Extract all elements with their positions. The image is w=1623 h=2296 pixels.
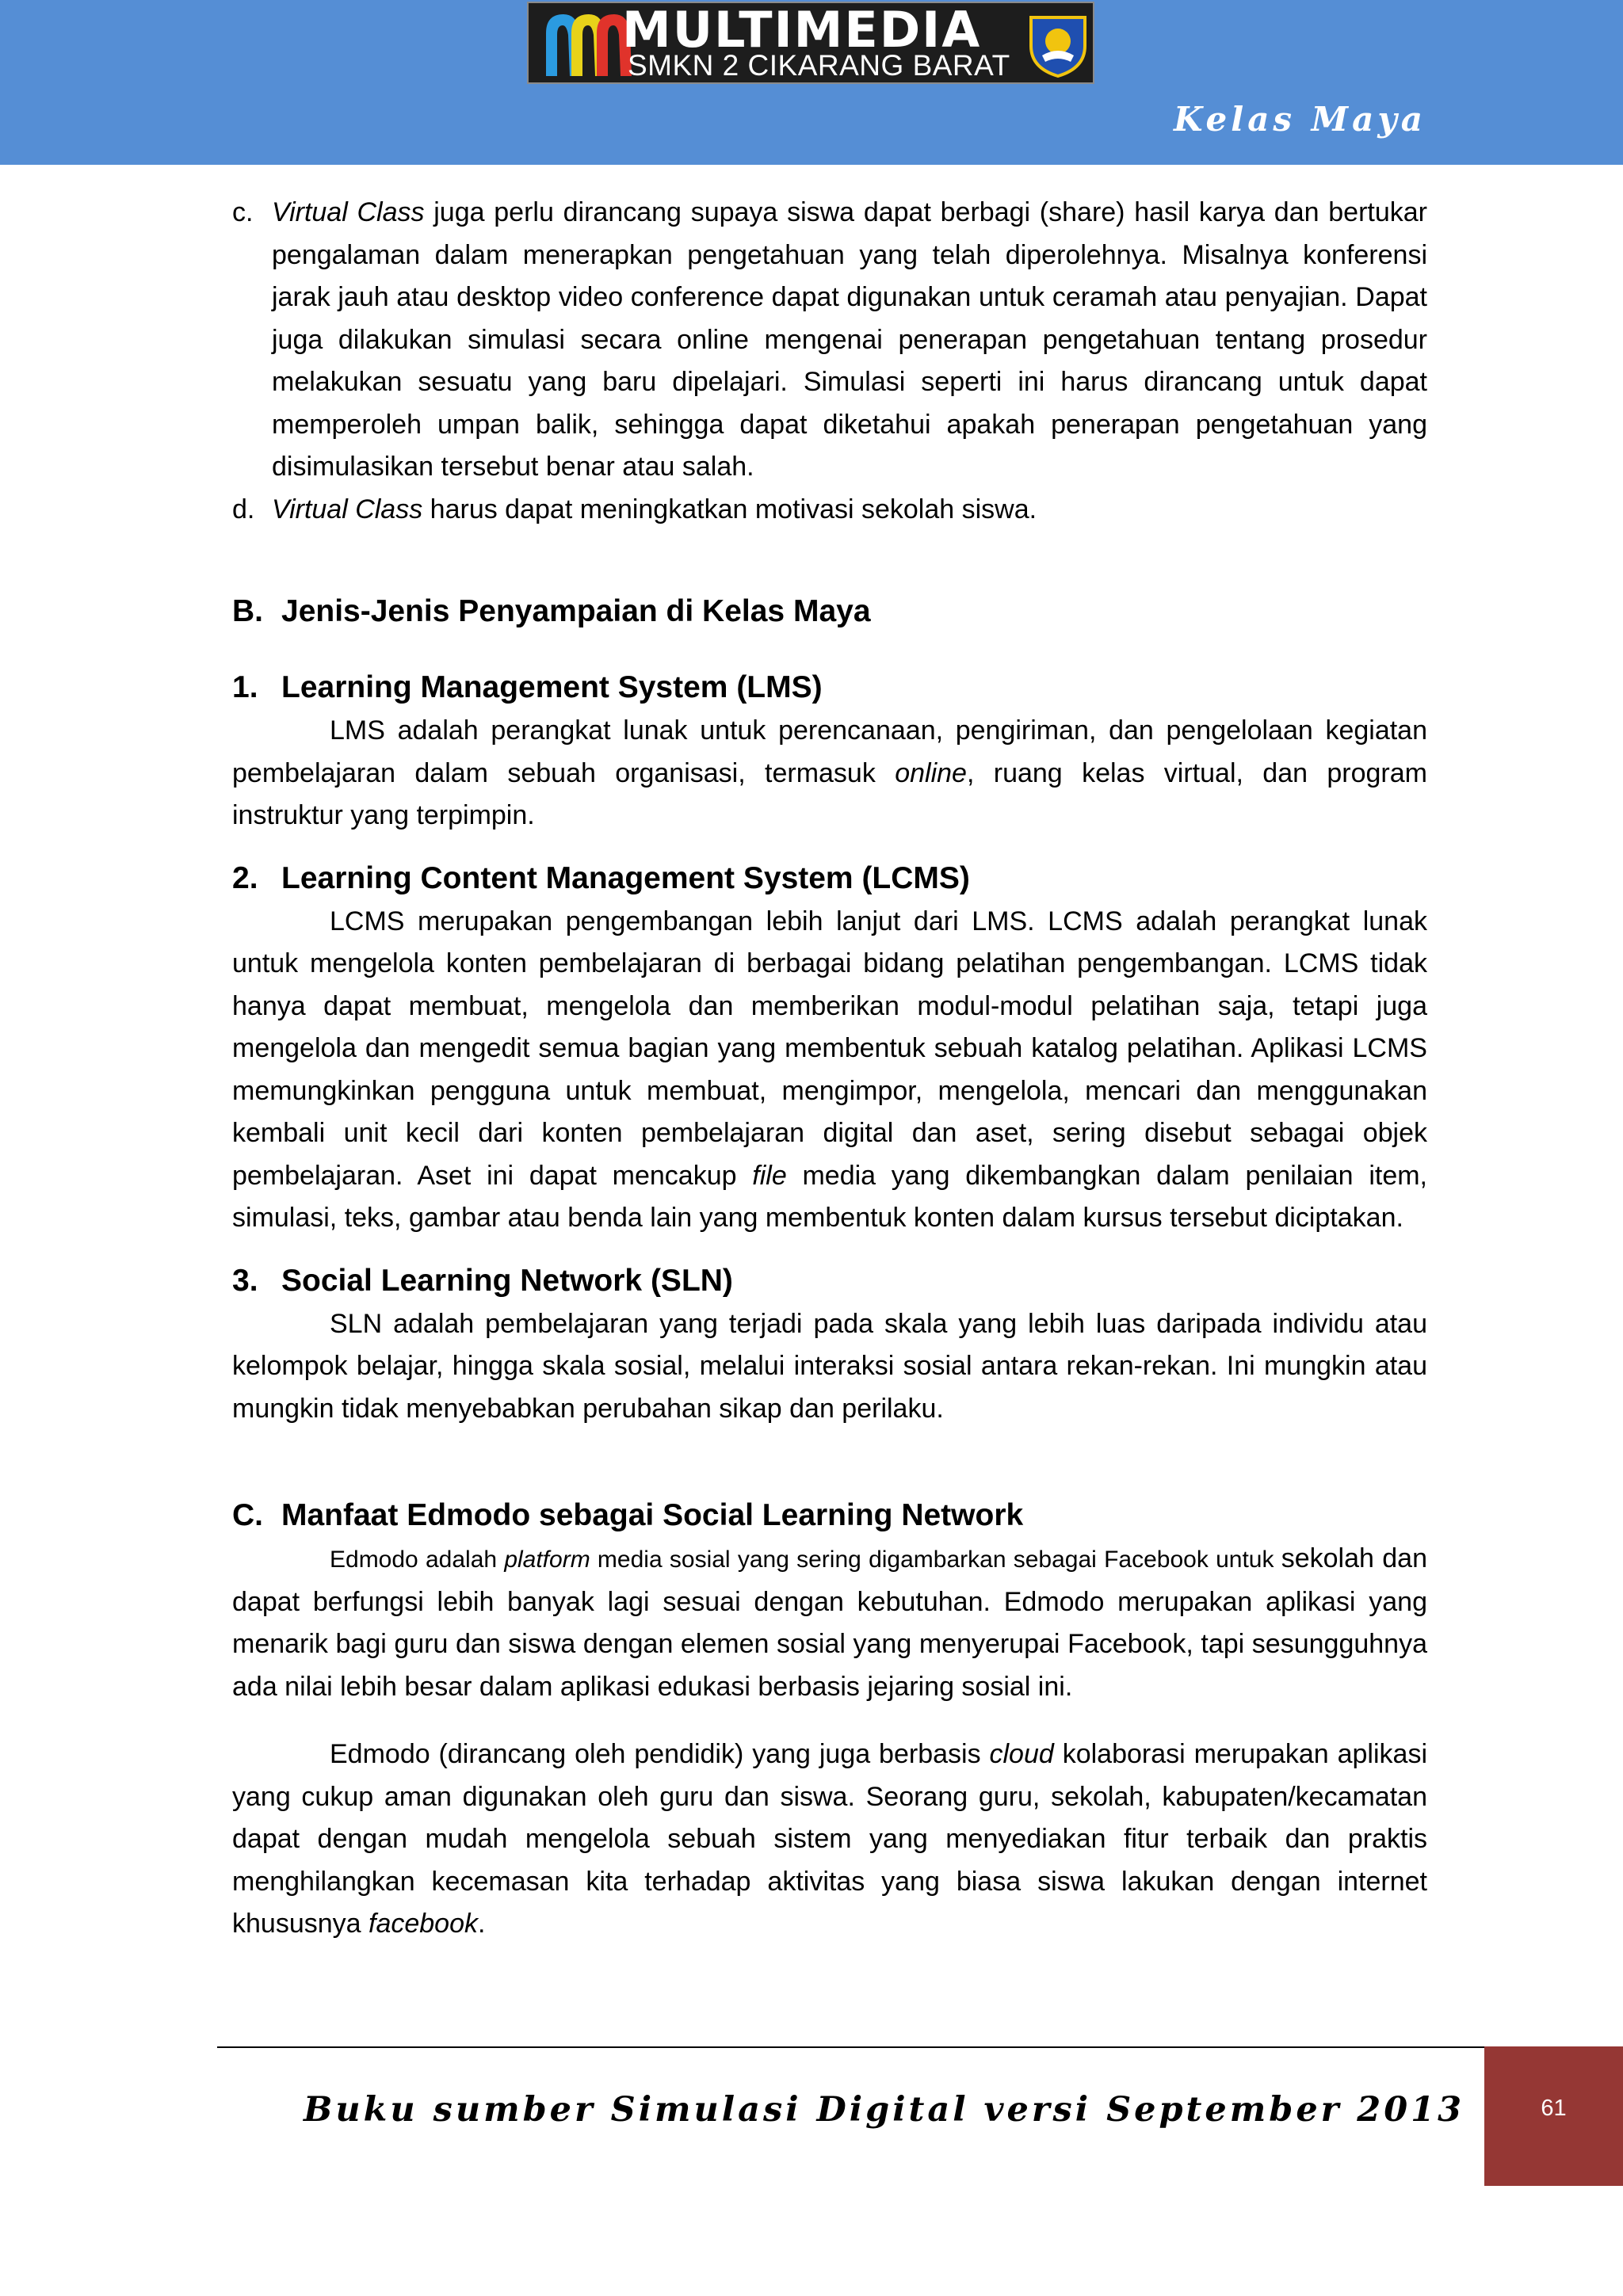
section-heading-c [232,1493,1427,1538]
page-number: 61 [1541,2096,1567,2121]
paragraph-lms: LMS adalah perangkat lunak untuk perencanaan, pengiriman, dan pengelolaan kegiatan pembelajaran dalam sebuah organisasi, termasuk online, ruang kelas virtual, dan program instruktur yang terpimpin. [232,715,1427,830]
list-item-text: juga perlu dirancang supaya siswa dapat berbagi (share) hasil karya dan bertukar pengalaman dalam menerapkan pengetahuan yang telah diperolehnya. Misalnya konferensi jarak jauh atau desktop video conference dapat digunakan untuk ceramah atau penyajian. Dapat juga dilakukan simulasi secara online mengenai penerapan pengetahuan tentang prosedur melakukan sesuatu yang baru dipelajari. Simulasi seperti ini harus dirancang untuk dapat memperoleh umpan balik, sehingga dapat diketahui apakah penerapan pengetahuan yang disimulasikan tersebut benar atau salah. [272,197,1427,482]
heading-marker: 1. [232,670,258,704]
heading-marker: 2. [232,860,258,895]
section-title: Kelas Maya [1173,100,1426,139]
heading-text: Jenis-Jenis Penyampaian di Kelas Maya [281,594,871,628]
heading-text: Learning Content Management System (LCMS) [281,860,970,895]
paragraph-edmodo-1: Edmodo adalah platform media sosial yang sering digambarkan sebagai Facebook untuk sekolah dan dapat berfungsi lebih banyak lagi sesuai dengan kebutuhan. Edmodo merupakan aplikasi yang menarik bagi guru dan siswa dengan elemen sosial yang menyerupai Facebook, tapi sesungguhnya ada nilai lebih besar dalam aplikasi edukasi berbasis jejaring sosial ini. [232,1543,1427,1702]
heading-text: Learning Management System (LMS) [281,670,823,704]
page-content [232,192,1427,1946]
school-seal-icon [1026,11,1090,78]
italic-term: Virtual Class [272,494,423,524]
italic-term: Virtual Class [272,197,425,227]
subheading-sln [232,1259,1427,1303]
heading-marker: C. [232,1498,263,1532]
heading-marker: B. [232,594,263,628]
list-marker: d. [232,494,255,524]
paragraph-lcms: LCMS merupakan pengembangan lebih lanjut dari LMS. LCMS adalah perangkat lunak untuk mengelola konten pembelajaran di berbagai bidang pelatihan pengembangan. LCMS tidak hanya dapat membuat, mengelola dan memberikan modul-modul pelatihan saja, tetapi juga mengelola dan mengedit semua bagian yang membentuk sebuah katalog pelatihan. Aplikasi LCMS memungkinkan pengguna untuk membuat, mengimpor, mengelola, mencari dan menggunakan kembali unit kecil dari konten pembelajaran digital dan aset, sering disebut sebagai objek pembelajaran. Aset ini dapat mencakup file media yang dikembangkan dalam penilaian item, simulasi, teks, gambar atau benda lain yang membentuk konten dalam kursus tersebut diciptakan. [232,906,1428,1233]
list-item [232,489,1427,532]
multimedia-logo [527,2,1094,84]
logo-subtitle: SMKN 2 CIKARANG BARAT [628,49,1010,82]
footer-divider [217,2046,1484,2048]
section-heading-b [232,589,1427,634]
logo-title: MULTIMEDIA [622,1,982,59]
heading-text: Social Learning Network (SLN) [281,1263,733,1298]
list-item-text: harus dapat meningkatkan motivasi sekolah siswa. [422,494,1037,524]
paragraph-edmodo-2: Edmodo (dirancang oleh pendidik) yang juga berbasis cloud kolaborasi merupakan aplikasi yang cukup aman digunakan oleh guru dan siswa. Seorang guru, sekolah, kabupaten/kecamatan dapat dengan mudah mengelola sebuah sistem yang menyediakan fitur terbaik dan praktis menghilangkan kecemasan kita terhadap aktivitas yang biasa siswa lakukan dengan internet khususnya facebook. [232,1739,1427,1939]
paragraph-sln: SLN adalah pembelajaran yang terjadi pada skala yang lebih luas daripada individu atau kelompok belajar, hingga skala sosial, melalui interaksi sosial antara rekan-rekan. Ini mungkin atau mungkin tidak menyebabkan perubahan sikap dan perilaku. [232,1308,1427,1424]
criteria-list [232,192,1427,531]
footer-book-title: Buku sumber Simulasi Digital versi September 2013 [303,2090,1465,2130]
list-item [232,192,1427,489]
subheading-lcms [232,856,1427,901]
heading-marker: 3. [232,1263,258,1298]
subheading-lms [232,666,1427,710]
page-number-box [1484,2046,1623,2186]
heading-text: Manfaat Edmodo sebagai Social Learning Network [281,1498,1024,1532]
list-marker: c. [232,197,254,227]
page-header [0,0,1623,165]
